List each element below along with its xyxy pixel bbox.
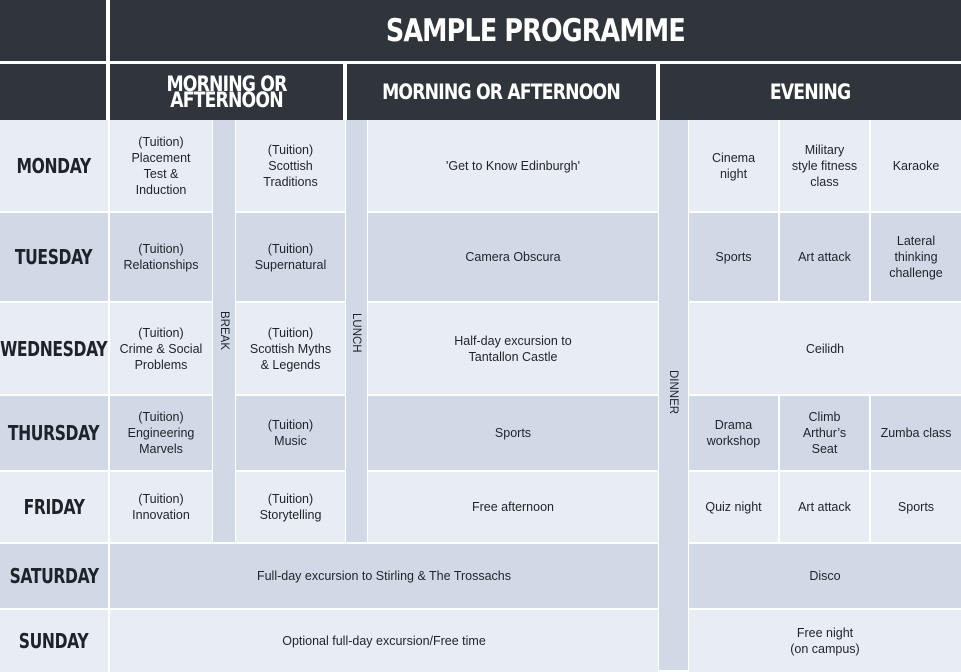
corner-cell-header [0, 64, 108, 120]
header-session-2: MORNING OR AFTERNOON [382, 80, 621, 104]
break-label: BREAK [218, 311, 230, 350]
header-session-1-cell [110, 64, 345, 120]
sunday-evening: Free night (on campus) [689, 610, 961, 672]
wednesday-session-2: (Tuition) Scottish Myths & Legends [236, 303, 345, 394]
thursday-afternoon: Sports [368, 396, 658, 470]
friday-afternoon: Free afternoon [368, 472, 658, 542]
thursday-evening-3: Zumba class [871, 396, 961, 470]
monday-evening-1: Cinema night [689, 120, 778, 211]
thursday-session-1: (Tuition) Engineering Marvels [110, 396, 212, 470]
monday-afternoon: 'Get to Know Edinburgh' [368, 120, 658, 211]
tuesday-evening-1: Sports [689, 213, 778, 301]
saturday-evening: Disco [689, 544, 961, 608]
friday-session-1: (Tuition) Innovation [110, 472, 212, 542]
day-label-tuesday: TUESDAY [0, 213, 108, 301]
corner-cell-top [0, 0, 108, 61]
day-label-friday: FRIDAY [0, 472, 108, 542]
tuesday-session-1: (Tuition) Relationships [110, 213, 212, 301]
thursday-evening-2: Climb Arthur’s Seat [780, 396, 869, 470]
monday-session-1: (Tuition) Placement Test & Induction [110, 120, 212, 211]
header-session-1: MORNING OR AFTERNOON [166, 72, 287, 112]
friday-evening-2: Art attack [780, 472, 869, 542]
tuesday-evening-2: Art attack [780, 213, 869, 301]
day-label-saturday: SATURDAY [0, 544, 108, 608]
thursday-evening-1: Drama workshop [689, 396, 778, 470]
day-label-wednesday: WEDNESDAY [0, 303, 108, 394]
title-cell [110, 0, 961, 61]
monday-evening-3: Karaoke [871, 120, 961, 211]
friday-evening-1: Quiz night [689, 472, 778, 542]
day-label-thursday: THURSDAY [0, 396, 108, 470]
header-session-2-cell [347, 64, 658, 120]
day-label-sunday: SUNDAY [0, 610, 108, 672]
tuesday-session-2: (Tuition) Supernatural [236, 213, 345, 301]
monday-evening-2: Military style fitness class [780, 120, 869, 211]
tuesday-evening-3: Lateral thinking challenge [871, 213, 961, 301]
wednesday-session-1: (Tuition) Crime & Social Problems [110, 303, 212, 394]
lunch-label: LUNCH [350, 313, 362, 353]
tuesday-afternoon: Camera Obscura [368, 213, 658, 301]
page-title: SAMPLE PROGRAMME [385, 12, 686, 49]
header-evening: EVENING [770, 80, 851, 104]
friday-session-2: (Tuition) Storytelling [236, 472, 345, 542]
wednesday-evening: Ceilidh [689, 303, 961, 394]
friday-evening-3: Sports [871, 472, 961, 542]
day-label-monday: MONDAY [0, 120, 108, 211]
saturday-daytime: Full-day excursion to Stirling & The Trossachs [110, 544, 658, 608]
thursday-session-2: (Tuition) Music [236, 396, 345, 470]
sunday-daytime: Optional full-day excursion/Free time [110, 610, 658, 672]
header-evening-cell [660, 64, 961, 120]
monday-session-2: (Tuition) Scottish Traditions [236, 120, 345, 211]
wednesday-afternoon: Half-day excursion to Tantallon Castle [368, 303, 658, 394]
dinner-label: DINNER [667, 370, 679, 415]
